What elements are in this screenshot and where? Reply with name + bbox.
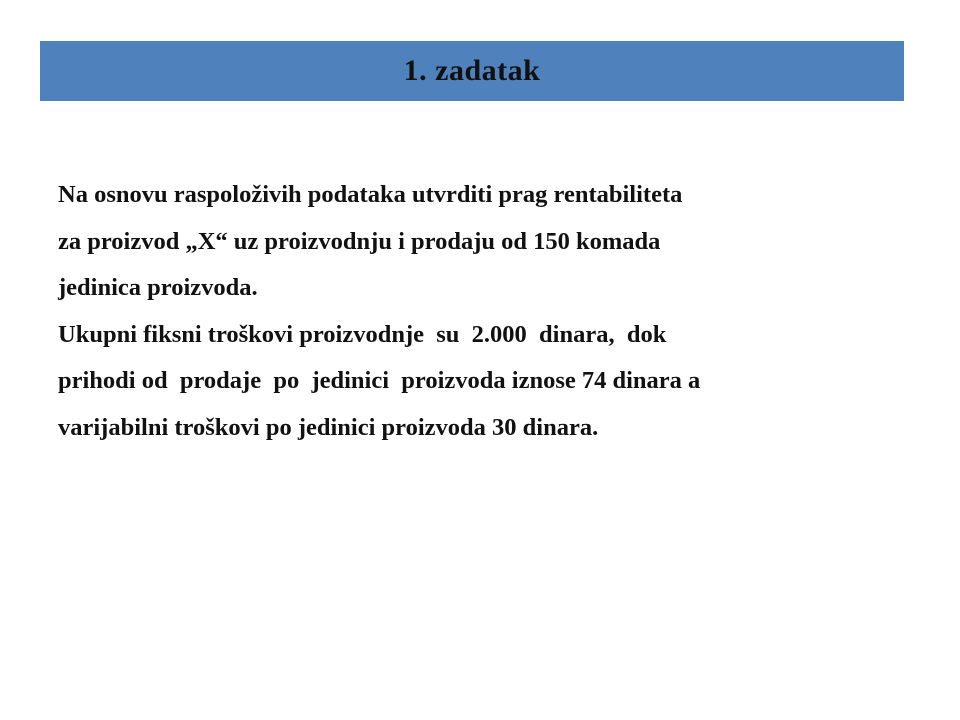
text-line: Na osnovu raspoloživih podataka utvrditi prag rentabiliteta [58,181,683,208]
task-text [58,172,918,451]
text-line: varijabilni troškovi po jedinici proizvoda 30 dinara. [58,413,599,441]
text-line: jedinica proizvoda. [58,274,258,301]
title-bar [40,41,904,101]
text-line: prihodi od prodaje po jedinici proizvoda iznose 74 dinara a [58,367,701,394]
text-line: za proizvod „X“ uz proizvodnju i prodaju od 150 komada [58,227,661,255]
slide-title: 1. zadatak [403,54,541,87]
text-line: Ukupni fiksni troškovi proizvodnje su 2.000 dinara, dok [58,320,667,348]
